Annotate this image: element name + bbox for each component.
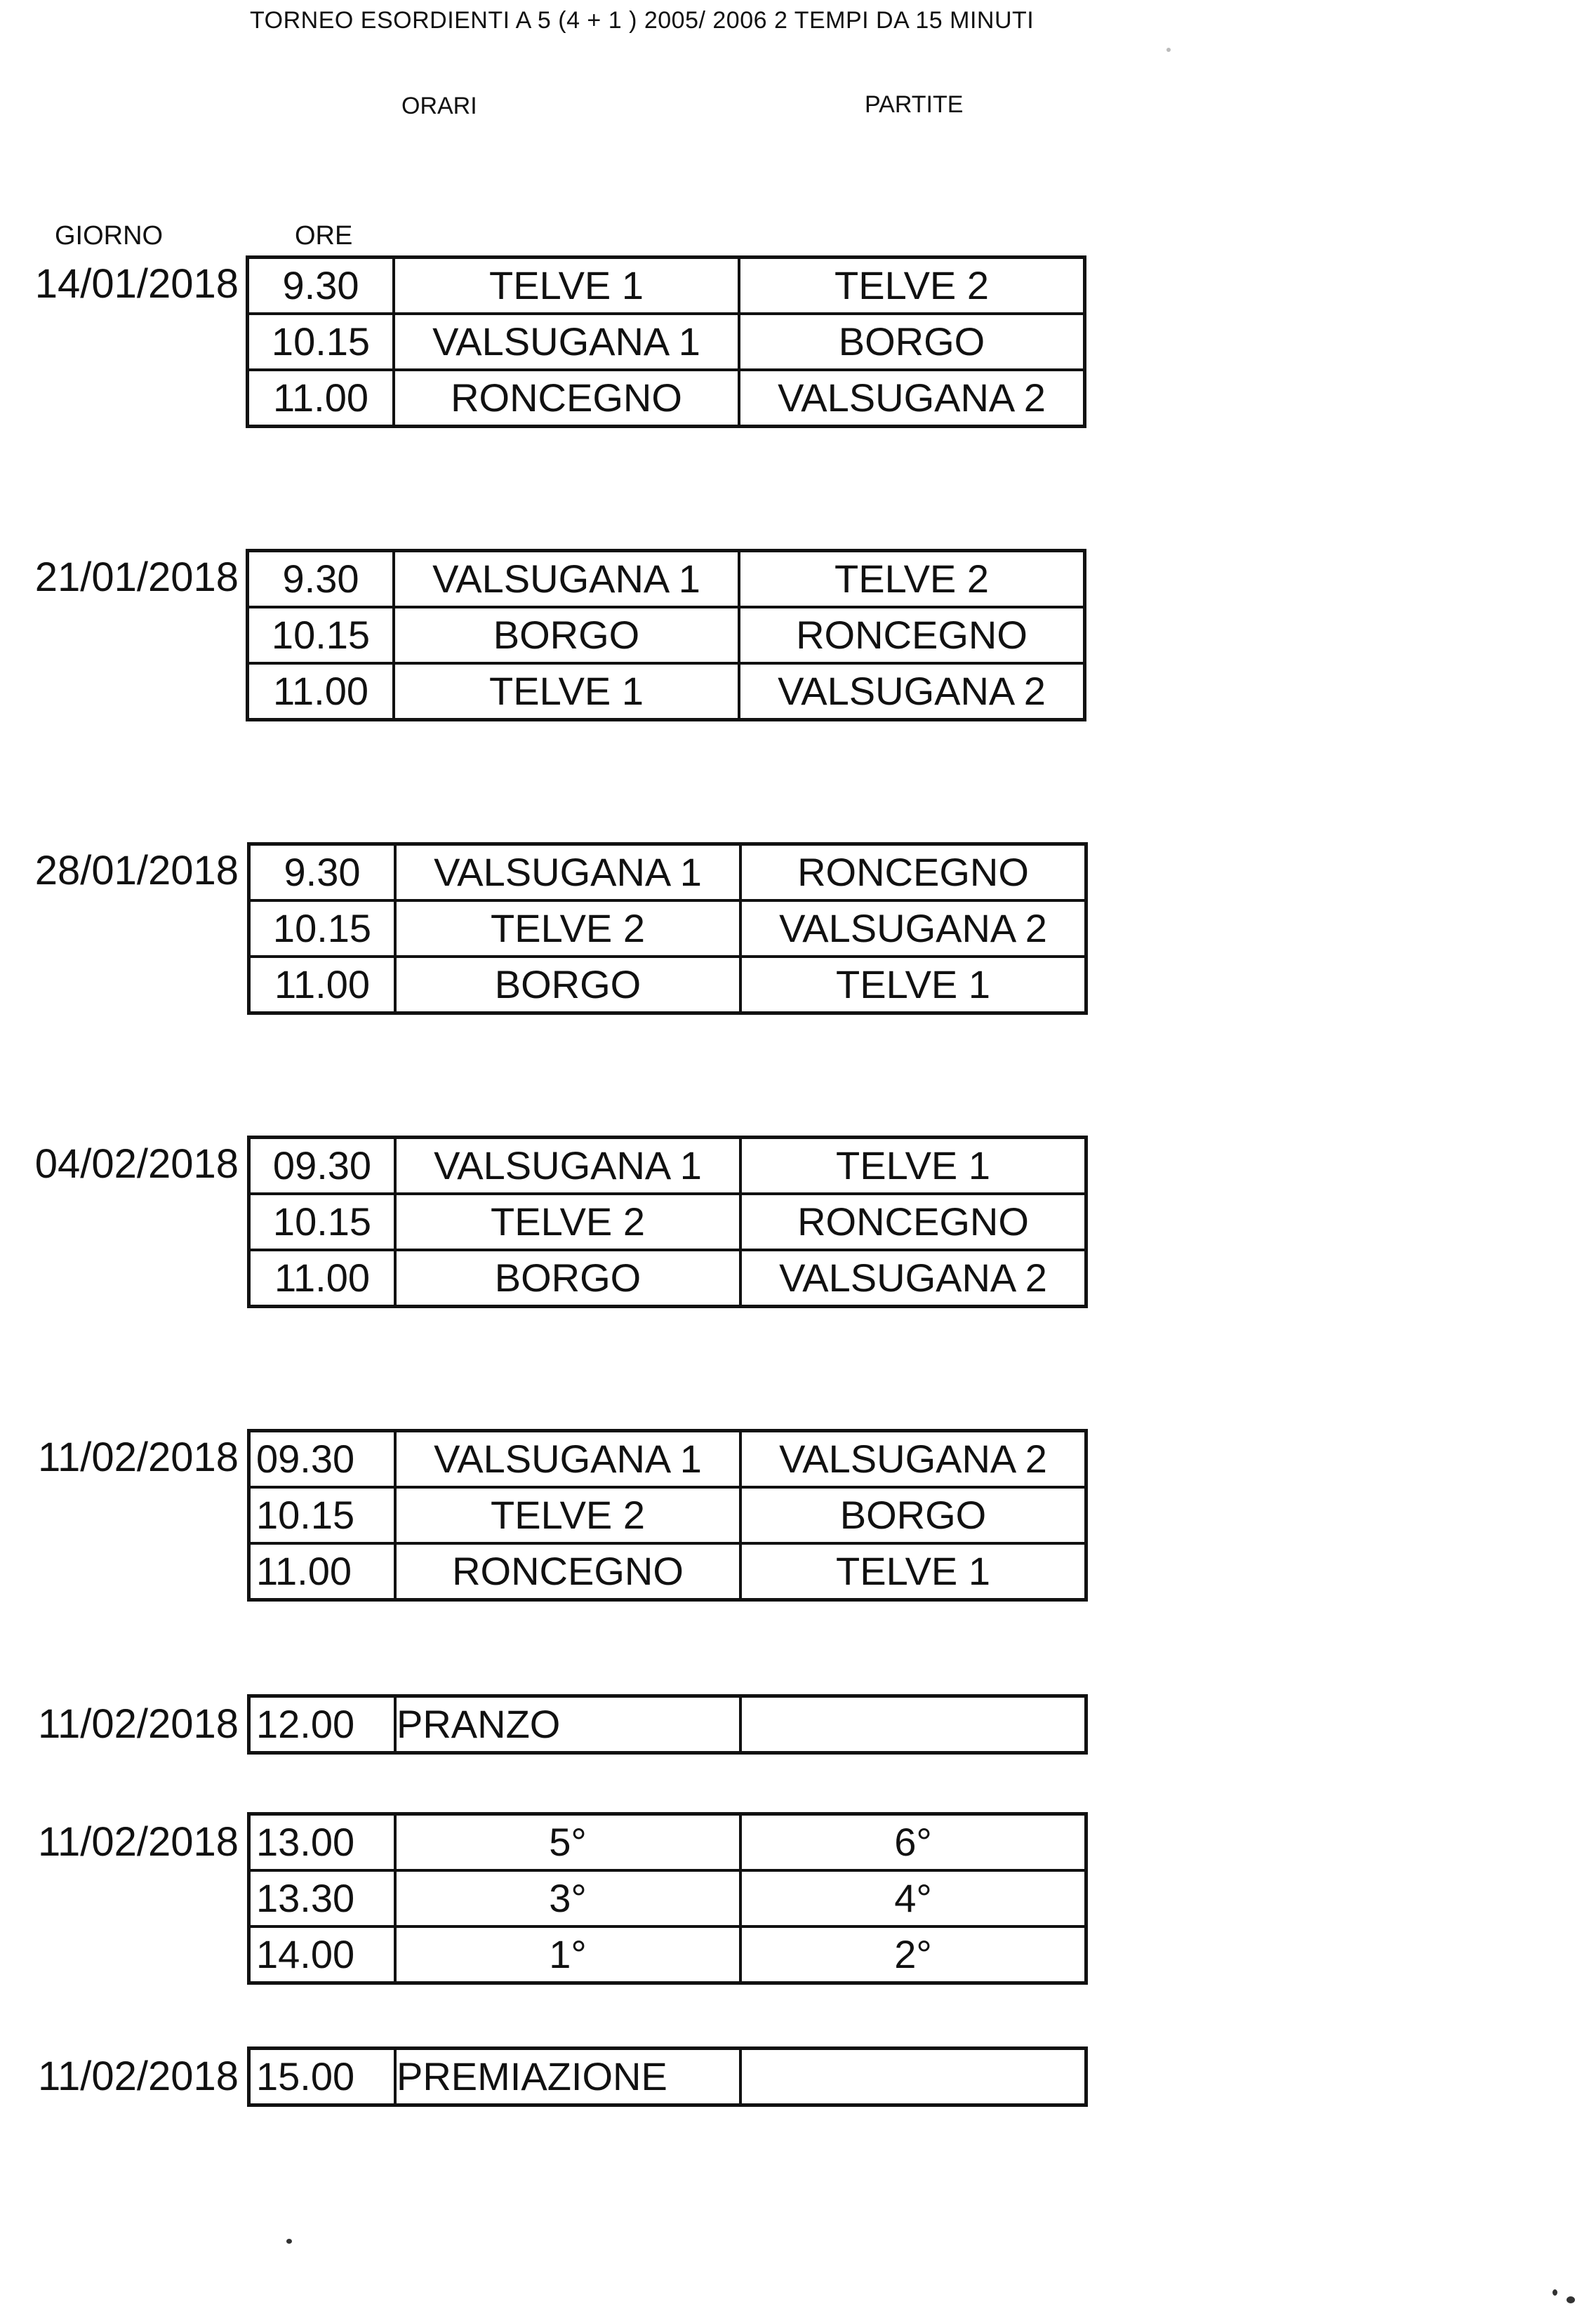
home-team: TELVE 2 — [395, 1194, 740, 1250]
schedule-table — [246, 549, 1086, 721]
home-team: BORGO — [395, 1250, 740, 1307]
table-row — [249, 1250, 1086, 1307]
scan-speck — [1166, 48, 1171, 52]
table-row — [248, 607, 1085, 663]
home-position: 1° — [395, 1926, 740, 1983]
table-row — [249, 2049, 1086, 2105]
match-time: 9.30 — [249, 844, 396, 901]
day-date: 04/02/2018 — [34, 1141, 239, 1187]
away-team: RONCEGNO — [740, 1194, 1086, 1250]
away-position: 4° — [740, 1870, 1086, 1926]
match-time: 10.15 — [248, 607, 394, 663]
table-row — [249, 957, 1086, 1013]
empty-cell — [740, 2049, 1086, 2105]
away-team: TELVE 2 — [739, 551, 1085, 608]
match-time: 11.00 — [249, 1543, 396, 1600]
match-time: 09.30 — [249, 1431, 396, 1488]
awards-time: 15.00 — [249, 2049, 396, 2105]
match-time: 10.15 — [249, 1194, 396, 1250]
home-team: TELVE 1 — [394, 258, 739, 314]
awards-table — [247, 2047, 1088, 2107]
home-team: TELVE 2 — [395, 1487, 740, 1543]
scan-speck — [1552, 2289, 1557, 2296]
schedule-table — [246, 255, 1086, 428]
lunch-label: PRANZO — [395, 1696, 740, 1753]
table-row — [249, 1487, 1086, 1543]
table-row — [249, 1138, 1086, 1194]
table-row — [249, 1194, 1086, 1250]
home-team: TELVE 2 — [395, 900, 740, 957]
home-team: RONCEGNO — [395, 1543, 740, 1600]
finals-table — [247, 1812, 1088, 1985]
partite-heading: PARTITE — [865, 91, 964, 118]
awards-date: 11/02/2018 — [38, 2054, 239, 2099]
away-team: BORGO — [740, 1487, 1086, 1543]
table-row — [249, 900, 1086, 957]
scan-speck — [1567, 2296, 1575, 2303]
home-team: TELVE 1 — [394, 663, 739, 720]
table-row — [248, 551, 1085, 608]
table-row — [249, 844, 1086, 901]
match-time: 10.15 — [249, 1487, 396, 1543]
away-team: TELVE 1 — [740, 1138, 1086, 1194]
table-row — [249, 1926, 1086, 1983]
giorno-heading: GIORNO — [55, 221, 164, 251]
match-time: 09.30 — [249, 1138, 396, 1194]
away-team: VALSUGANA 2 — [740, 1250, 1086, 1307]
day-date: 14/01/2018 — [34, 261, 239, 307]
away-team: TELVE 1 — [740, 1543, 1086, 1600]
document-title: TORNEO ESORDIENTI A 5 (4 + 1 ) 2005/ 2006 2 TEMPI DA 15 MINUTI — [250, 7, 1035, 34]
home-team: RONCEGNO — [394, 370, 739, 427]
orari-heading: ORARI — [401, 93, 477, 119]
home-team: VALSUGANA 1 — [395, 1431, 740, 1488]
match-time: 11.00 — [249, 957, 396, 1013]
table-row — [249, 1431, 1086, 1488]
table-row — [249, 1870, 1086, 1926]
schedule-table — [247, 842, 1088, 1015]
match-time: 11.00 — [248, 663, 394, 720]
home-team: VALSUGANA 1 — [395, 1138, 740, 1194]
home-position: 3° — [395, 1870, 740, 1926]
match-time: 9.30 — [248, 258, 394, 314]
match-time: 11.00 — [249, 1250, 396, 1307]
away-position: 2° — [740, 1926, 1086, 1983]
schedule-table — [247, 1136, 1088, 1308]
away-team: VALSUGANA 2 — [740, 1431, 1086, 1488]
match-time: 13.00 — [249, 1814, 396, 1871]
table-row — [248, 663, 1085, 720]
home-team: VALSUGANA 1 — [394, 551, 739, 608]
home-team: BORGO — [394, 607, 739, 663]
table-row — [249, 1696, 1086, 1753]
home-team: VALSUGANA 1 — [394, 314, 739, 370]
empty-cell — [740, 1696, 1086, 1753]
match-time: 10.15 — [249, 900, 396, 957]
table-row — [248, 370, 1085, 427]
away-position: 6° — [740, 1814, 1086, 1871]
lunch-time: 12.00 — [249, 1696, 396, 1753]
table-row — [249, 1543, 1086, 1600]
match-time: 10.15 — [248, 314, 394, 370]
schedule-table — [247, 1429, 1088, 1602]
table-row — [248, 314, 1085, 370]
away-team: RONCEGNO — [740, 844, 1086, 901]
lunch-table — [247, 1694, 1088, 1755]
table-row — [249, 1814, 1086, 1871]
ore-heading: ORE — [295, 221, 353, 251]
home-team: BORGO — [395, 957, 740, 1013]
day-date: 11/02/2018 — [38, 1435, 239, 1480]
away-team: VALSUGANA 2 — [739, 370, 1085, 427]
away-team: VALSUGANA 2 — [740, 900, 1086, 957]
awards-label: PREMIAZIONE — [395, 2049, 740, 2105]
away-team: RONCEGNO — [739, 607, 1085, 663]
match-time: 14.00 — [249, 1926, 396, 1983]
home-team: VALSUGANA 1 — [395, 844, 740, 901]
day-date: 21/01/2018 — [34, 554, 239, 600]
away-team: VALSUGANA 2 — [739, 663, 1085, 720]
day-date: 28/01/2018 — [34, 848, 239, 893]
match-time: 13.30 — [249, 1870, 396, 1926]
table-row — [248, 258, 1085, 314]
match-time: 9.30 — [248, 551, 394, 608]
away-team: TELVE 2 — [739, 258, 1085, 314]
home-position: 5° — [395, 1814, 740, 1871]
finals-date: 11/02/2018 — [38, 1819, 239, 1865]
scan-speck — [286, 2239, 292, 2244]
away-team: BORGO — [739, 314, 1085, 370]
away-team: TELVE 1 — [740, 957, 1086, 1013]
match-time: 11.00 — [248, 370, 394, 427]
lunch-date: 11/02/2018 — [38, 1701, 239, 1747]
